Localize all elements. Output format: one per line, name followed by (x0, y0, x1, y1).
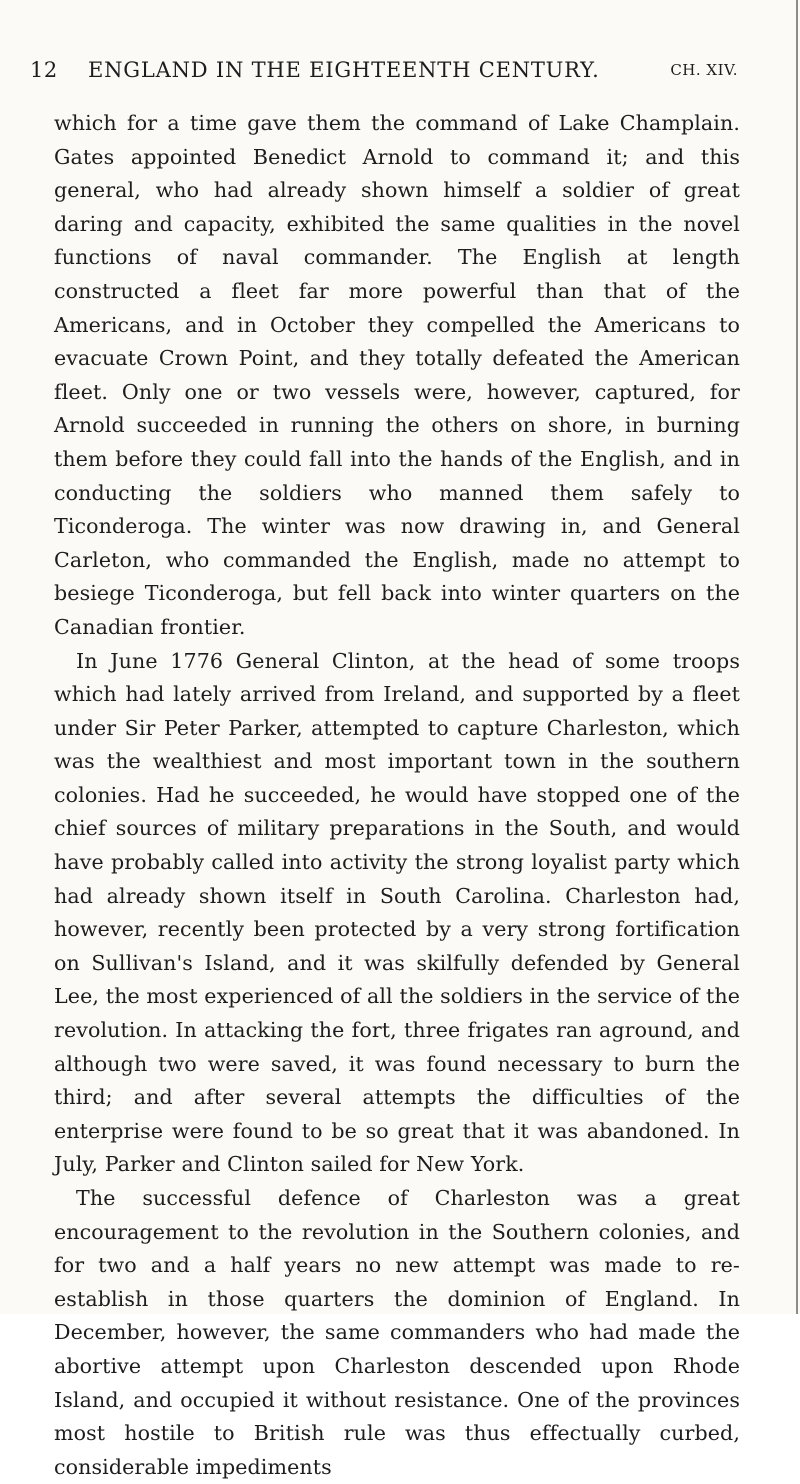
chapter-reference: CH. XIV. (670, 61, 738, 79)
paragraph-charleston-defence: The successful defence of Charleston was a great encouragement to the revolution in the Southern colonies, and for two and a half years no new attempt was made to re-establish in those quarters the dominion of England. In December, however, the same commanders who had made the abortive attempt upon Charleston descended upon Rhode Island, and occupied it without resistance. One of the provinces most hostile to British rule was thus effectually curbed, considerable impediments (54, 1186, 740, 1479)
paragraph-lake-champlain: which for a time gave them the command of Lake Champlain. Gates appointed Benedict Arnold to command it; and this general, who had already shown himself a soldier of great daring and capacity, exhibited the same qualities in the novel functions of naval commander. The English at length constructed a fleet far more powerful than that of the Americans, and in October they compelled the Americans to evacuate Crown Point, and they totally defeated the American fleet. Only one or two vessels were, however, captured, for Arnold succeeded in running the others on shore, in burning them before they could fall into the hands of the English, and in conducting the soldiers who manned them safely to Ticonderoga. The winter was now drawing in, and General Carleton, who commanded the English, made no attempt to besiege Ticonderoga, but fell back into winter quarters on the Canadian frontier. (54, 111, 740, 639)
body-text (54, 107, 740, 1484)
running-title: ENGLAND IN THE EIGHTEENTH CENTURY. (88, 58, 600, 82)
running-head (30, 58, 738, 88)
paragraph-charleston-attack: In June 1776 General Clinton, at the head of some troops which had lately arrived from Ireland, and supported by a fleet under Sir Peter Parker, attempted to capture Charleston, which was the wealthiest and most important town in the southern colonies. Had he succeeded, he would have stopped one of the chief sources of military preparations in the South, and would have probably called into activity the strong loyalist party which had already shown itself in South Carolina. Charleston had, however, recently been protected by a very strong fortification on Sullivan's Island, and it was skilfully defended by General Lee, the most experienced of all the soldiers in the service of the revolution. In attacking the fort, three frigates ran aground, and although two were saved, it was found necessary to burn the third; and after several attempts the difficulties of the enterprise were found to be so great that it was abandoned. In July, Parker and Clinton sailed for New York. (54, 648, 740, 1177)
page-number: 12 (30, 58, 58, 82)
page-edge-divider (796, 0, 798, 1314)
